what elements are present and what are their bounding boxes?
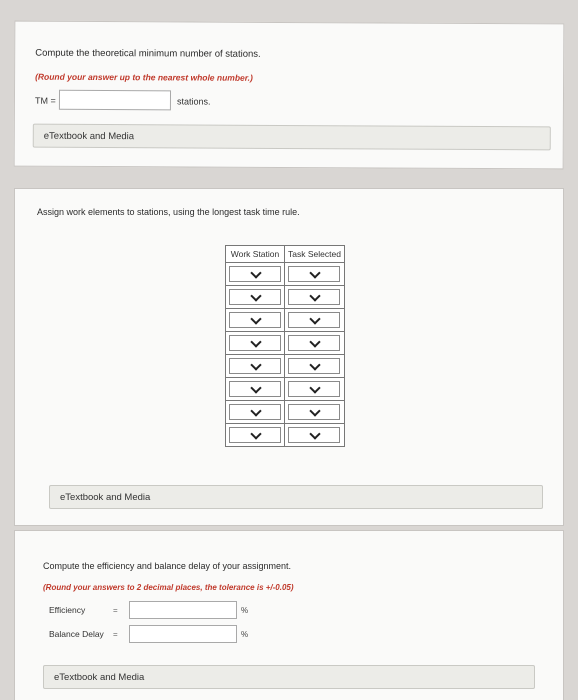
chevron-down-icon: [250, 313, 261, 324]
question-text: Compute the theoretical minimum number of stations.: [35, 47, 261, 60]
column-header-task-selected: Task Selected: [285, 246, 345, 263]
table-cell: [285, 309, 345, 332]
table-cell: [226, 424, 285, 447]
table-row: [226, 309, 345, 332]
etextbook-media-button[interactable]: [49, 485, 543, 509]
table-cell: [285, 401, 345, 424]
chevron-down-icon: [250, 428, 261, 439]
task-selected-select[interactable]: [288, 312, 340, 328]
table-cell: [285, 355, 345, 378]
etextbook-label: eTextbook and Media: [54, 672, 145, 683]
task-selected-select[interactable]: [288, 381, 340, 397]
balance-delay-equals: =: [113, 630, 118, 639]
tm-label: TM =: [34, 95, 56, 106]
table-cell: [226, 309, 285, 332]
chevron-down-icon: [310, 290, 321, 301]
chevron-down-icon: [250, 267, 261, 278]
question-text: Assign work elements to stations, using the longest task time rule.: [37, 207, 300, 217]
etextbook-media-button[interactable]: [33, 124, 551, 151]
etextbook-media-button[interactable]: [43, 665, 535, 689]
rounding-hint: (Round your answer up to the nearest whole number.): [35, 71, 253, 83]
balance-delay-percent-label: %: [241, 630, 249, 639]
chevron-down-icon: [250, 382, 261, 393]
work-station-select[interactable]: [229, 381, 281, 397]
table-cell: [285, 286, 345, 309]
work-station-select[interactable]: [229, 358, 281, 374]
task-selected-select[interactable]: [288, 289, 340, 305]
table-cell: [285, 263, 345, 286]
efficiency-label: Efficiency: [49, 605, 86, 615]
stations-unit-label: stations.: [176, 96, 211, 107]
question-text: Compute the efficiency and balance delay of your assignment.: [43, 561, 291, 571]
work-station-select[interactable]: [229, 404, 281, 420]
etextbook-label: eTextbook and Media: [60, 492, 151, 503]
task-selected-select[interactable]: [288, 358, 340, 374]
task-selected-select[interactable]: [288, 427, 340, 443]
work-station-select[interactable]: [229, 289, 281, 305]
efficiency-input[interactable]: [129, 601, 237, 619]
table-cell: [285, 332, 345, 355]
chevron-down-icon: [310, 313, 321, 324]
task-selected-select[interactable]: [288, 266, 340, 282]
work-station-select[interactable]: [229, 312, 281, 328]
table-row: [226, 424, 345, 447]
task-selected-select[interactable]: [288, 404, 340, 420]
chevron-down-icon: [310, 359, 321, 370]
chevron-down-icon: [250, 405, 261, 416]
chevron-down-icon: [310, 428, 321, 439]
table-row: [226, 401, 345, 424]
chevron-down-icon: [250, 336, 261, 347]
task-selected-select[interactable]: [288, 335, 340, 351]
efficiency-equals: =: [113, 606, 118, 615]
table-cell: [226, 263, 285, 286]
question-panel-stations: [14, 21, 565, 170]
chevron-down-icon: [250, 290, 261, 301]
question-panel-efficiency: [14, 530, 564, 700]
table-cell: [226, 286, 285, 309]
table-row: [226, 286, 345, 309]
table-row: [226, 378, 345, 401]
chevron-down-icon: [310, 336, 321, 347]
etextbook-label: eTextbook and Media: [43, 130, 135, 143]
balance-delay-label: Balance Delay: [49, 629, 104, 639]
work-station-select[interactable]: [229, 335, 281, 351]
chevron-down-icon: [250, 359, 261, 370]
station-assignment-table: [225, 245, 345, 447]
work-station-select[interactable]: [229, 266, 281, 282]
table-cell: [226, 332, 285, 355]
question-panel-assignment: [14, 188, 564, 526]
table-cell: [285, 378, 345, 401]
tm-input[interactable]: [59, 90, 171, 111]
chevron-down-icon: [310, 267, 321, 278]
efficiency-percent-label: %: [241, 606, 249, 615]
table-row: [226, 332, 345, 355]
rounding-hint: (Round your answers to 2 decimal places, the tolerance is +/-0.05): [43, 583, 294, 592]
work-station-select[interactable]: [229, 427, 281, 443]
table-cell: [226, 378, 285, 401]
chevron-down-icon: [310, 382, 321, 393]
table-cell: [226, 355, 285, 378]
table-row: [226, 263, 345, 286]
balance-delay-input[interactable]: [129, 625, 237, 643]
table-cell: [226, 401, 285, 424]
column-header-work-station: Work Station: [226, 246, 285, 263]
chevron-down-icon: [310, 405, 321, 416]
table-row: [226, 355, 345, 378]
table-cell: [285, 424, 345, 447]
